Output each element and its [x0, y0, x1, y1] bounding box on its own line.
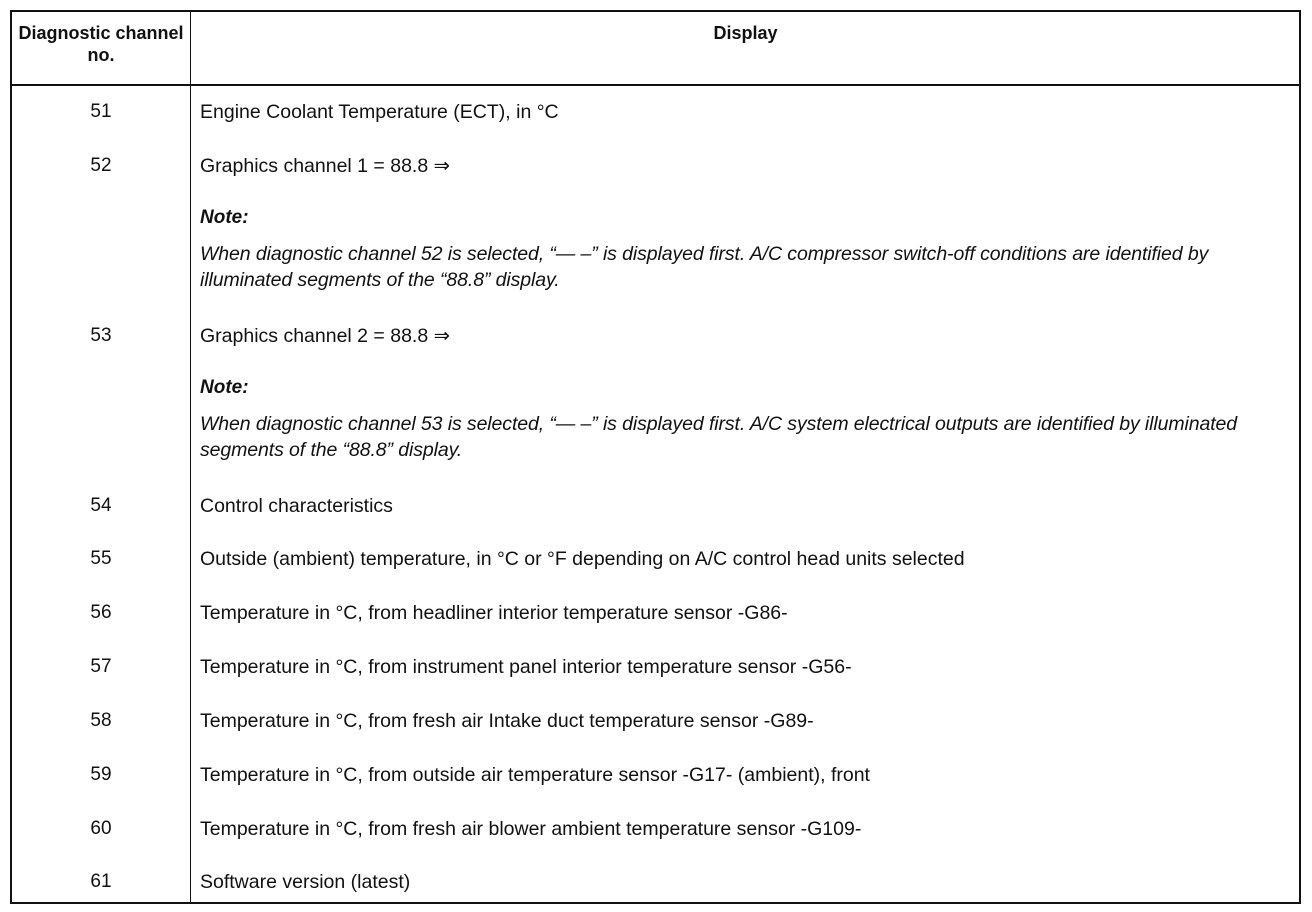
channel-display: Temperature in °C, from instrument panel interior temperature sensor -G56-	[200, 656, 852, 678]
channel-display: Temperature in °C, from headliner interior temperature sensor -G86-	[200, 602, 788, 624]
channel-display: Software version (latest)	[200, 871, 411, 893]
header-channel-no: Diagnostic channel no.	[18, 23, 184, 65]
channel-display: Graphics channel 1 = 88.8 ⇒	[200, 155, 450, 177]
channel-number: 58	[90, 710, 112, 731]
channel-display: Temperature in °C, from fresh air blower ambient temperature sensor -G109-	[200, 818, 862, 840]
channel-number: 55	[90, 548, 112, 569]
note-label: Note:	[200, 377, 249, 398]
note-label: Note:	[200, 207, 249, 228]
header-rule	[12, 84, 1299, 86]
channel-number: 52	[90, 155, 112, 176]
column-divider	[190, 12, 191, 902]
channel-display: Graphics channel 2 = 88.8 ⇒	[200, 325, 450, 347]
channel-display: Control characteristics	[200, 495, 393, 517]
channel-number: 61	[90, 871, 112, 892]
channel-number: 53	[90, 325, 112, 346]
header-display: Display	[713, 23, 778, 43]
note-text: When diagnostic channel 53 is selected, “— –” is displayed first. A/C system electrical outputs are identified by illuminated segments of the “88.8” display.	[200, 413, 1238, 461]
channel-number: 51	[90, 101, 112, 122]
note-text: When diagnostic channel 52 is selected, “— –” is displayed first. A/C compressor switch-off conditions are identified by illuminated segments of the “88.8” display.	[200, 243, 1209, 291]
channel-display: Engine Coolant Temperature (ECT), in °C	[200, 101, 559, 123]
channel-number: 56	[90, 602, 112, 623]
channel-display: Temperature in °C, from outside air temperature sensor -G17- (ambient), front	[200, 764, 870, 786]
diagnostic-channel-table	[10, 10, 1301, 904]
channel-number: 59	[90, 764, 112, 785]
channel-number: 60	[90, 818, 112, 839]
channel-display: Temperature in °C, from fresh air Intake duct temperature sensor -G89-	[200, 710, 814, 732]
channel-number: 57	[90, 656, 112, 677]
channel-display: Outside (ambient) temperature, in °C or °F depending on A/C control head units selected	[200, 548, 965, 570]
channel-number: 54	[90, 495, 112, 516]
